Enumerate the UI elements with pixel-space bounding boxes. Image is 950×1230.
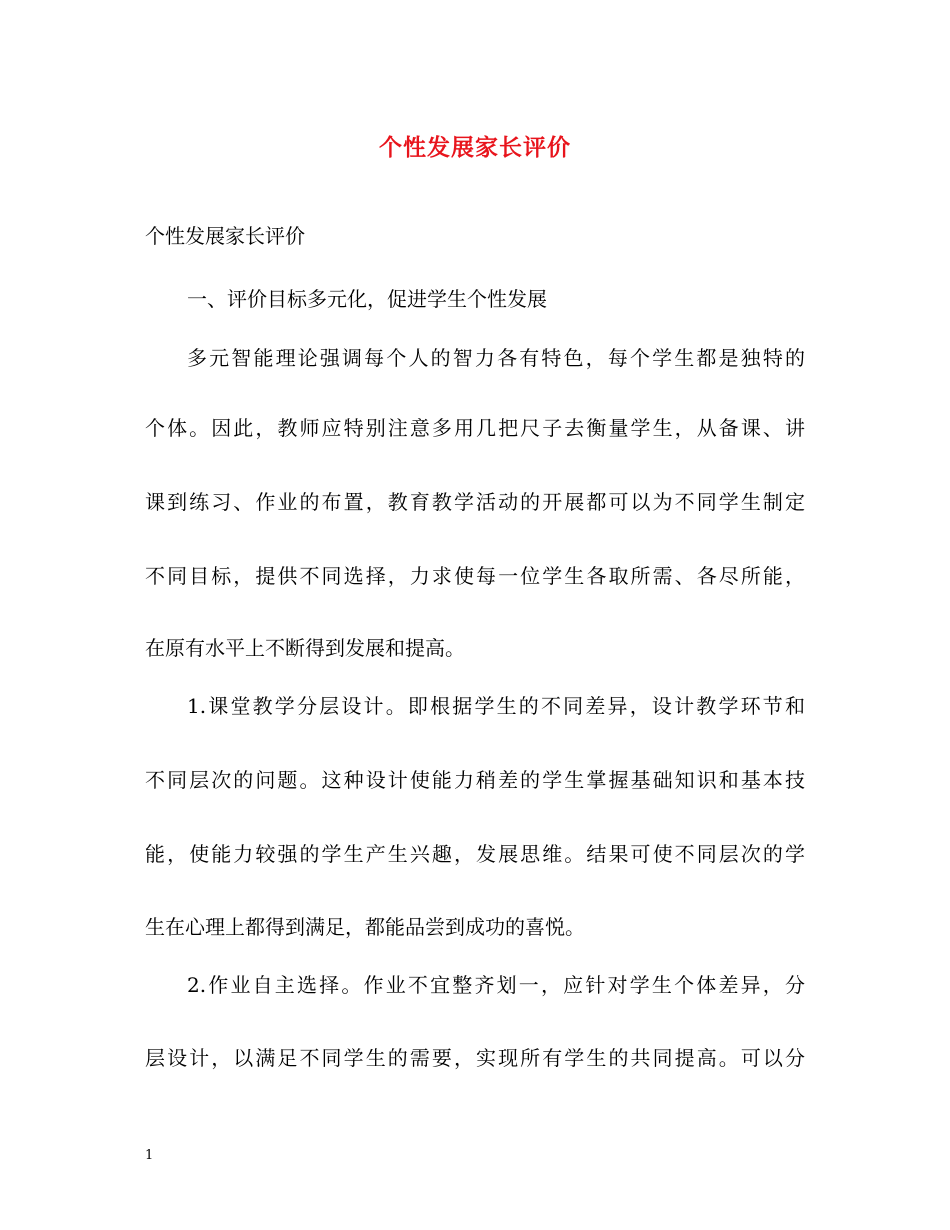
- document-title: 个性发展家长评价: [379, 134, 571, 161]
- section-heading: 一、评价目标多元化，促进学生个性发展: [187, 287, 547, 311]
- page-number: 1: [145, 1148, 154, 1163]
- paragraph-line: 2.作业自主选择。作业不宜整齐划一，应针对学生个体差异，分: [187, 973, 805, 997]
- paragraph-line: 在原有水平上不断得到发展和提高。: [145, 636, 465, 660]
- paragraph-line: 个体。因此，教师应特别注意多用几把尺子去衡量学生，从备课、讲: [145, 416, 805, 440]
- document-subtitle: 个性发展家长评价: [145, 224, 305, 248]
- paragraph-line: 不同层次的问题。这种设计使能力稍差的学生掌握基础知识和基本技: [145, 768, 805, 792]
- paragraph-line: 层设计，以满足不同学生的需要，实现所有学生的共同提高。可以分: [145, 1046, 805, 1070]
- paragraph-line: 生在心理上都得到满足，都能品尝到成功的喜悦。: [145, 915, 585, 939]
- paragraph-line: 课到练习、作业的布置，教育教学活动的开展都可以为不同学生制定: [145, 490, 805, 514]
- paragraph-line: 不同目标，提供不同选择，力求使每一位学生各取所需、各尽所能，: [145, 564, 805, 588]
- paragraph-line: 能，使能力较强的学生产生兴趣，发展思维。结果可使不同层次的学: [145, 842, 805, 866]
- paragraph-line: 1.课堂教学分层设计。即根据学生的不同差异，设计教学环节和: [187, 694, 805, 718]
- paragraph-line: 多元智能理论强调每个人的智力各有特色，每个学生都是独特的: [187, 346, 805, 370]
